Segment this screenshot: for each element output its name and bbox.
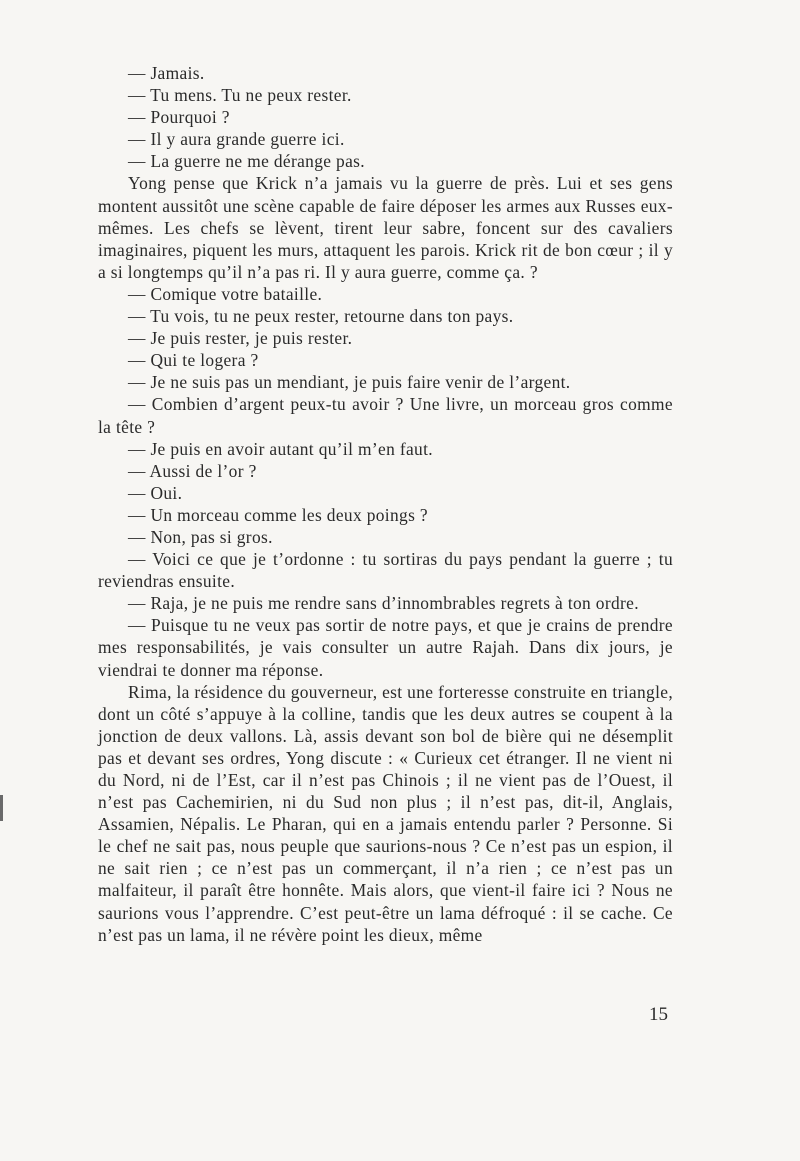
paragraph: — Tu mens. Tu ne peux rester. xyxy=(128,85,352,106)
paragraph: Yong pense que Krick n’a jamais vu la guerre de près. Lui et ses gens montent aussitôt une scène capable de faire déposer les armes aux Russes eux-mêmes. Les chefs se lèvent, tirent leur sabre, foncent sur des cavaliers imaginaires, piquent les murs, attaquent les parois. Krick rit de bon cœur ; il y a si longtemps qu’il n’a pas ri. Il y aura guerre, comme ça. ? xyxy=(98,173,673,282)
margin-mark xyxy=(0,795,3,821)
paragraph: — Aussi de l’or ? xyxy=(128,460,257,481)
page-body xyxy=(98,62,673,946)
paragraph: — Combien d’argent peux-tu avoir ? Une livre, un morceau gros comme la tête ? xyxy=(98,394,673,437)
paragraph: — Voici ce que je t’ordonne : tu sortiras du pays pendant la guerre ; tu reviendras ensuite. xyxy=(98,549,673,592)
paragraph: — Comique votre bataille. xyxy=(128,283,323,304)
paragraph: — Oui. xyxy=(128,482,183,503)
paragraph: — Jamais. xyxy=(128,63,205,83)
paragraph: — Puisque tu ne veux pas sortir de notre pays, et que je crains de prendre mes responsabilités, je vais consulter un autre Rajah. Dans dix jours, je viendrai te donner ma réponse. xyxy=(98,615,673,680)
paragraph: — Il y aura grande guerre ici. xyxy=(128,129,345,150)
paragraph: — Un morceau comme les deux poings ? xyxy=(128,504,428,525)
paragraph: — La guerre ne me dérange pas. xyxy=(128,151,365,172)
paragraph: — Pourquoi ? xyxy=(128,107,230,128)
paragraph: — Raja, je ne puis me rendre sans d’innombrables regrets à ton ordre. xyxy=(128,593,639,614)
paragraph: — Je puis en avoir autant qu’il m’en faut. xyxy=(128,438,433,459)
paragraph: — Je ne suis pas un mendiant, je puis faire venir de l’argent. xyxy=(128,372,571,393)
paragraph: — Non, pas si gros. xyxy=(128,526,273,547)
page-number: 15 xyxy=(649,1004,668,1025)
paragraph: — Je puis rester, je puis rester. xyxy=(128,328,353,349)
paragraph: — Tu vois, tu ne peux rester, retourne dans ton pays. xyxy=(128,306,514,327)
paragraph: Rima, la résidence du gouverneur, est une forteresse construite en triangle, dont un côté s’appuye à la colline, tandis que les deux autres se coupent à la jonction de deux vallons. Là, assis devant son bol de bière qui ne désemplit pas et devant ses ordres, Yong discute : « Curieux cet étranger. Il ne vient ni du Nord, ni de l’Est, car il n’est pas Chinois ; il ne vient pas de l’Ouest, il n’est pas Cachemirien, ni du Sud non plus ; il n’est pas, dit-il, Anglais, Assamien, Népalis. Le Pharan, qui en a jamais entendu parler ? Personne. Si le chef ne sait pas, nous peuple que saurions-nous ? Ce n’est pas un espion, il ne sait rien ; ce n’est pas un commerçant, il n’a rien ; ce n’est pas un malfaiteur, il paraît être honnête. Mais alors, que vient-il faire ici ? Nous ne saurions vous l’apprendre. C’est peut-être un lama défroqué : il se cache. Ce n’est pas un lama, il ne révère point les dieux, même xyxy=(98,681,674,945)
paragraph: — Qui te logera ? xyxy=(128,350,259,371)
